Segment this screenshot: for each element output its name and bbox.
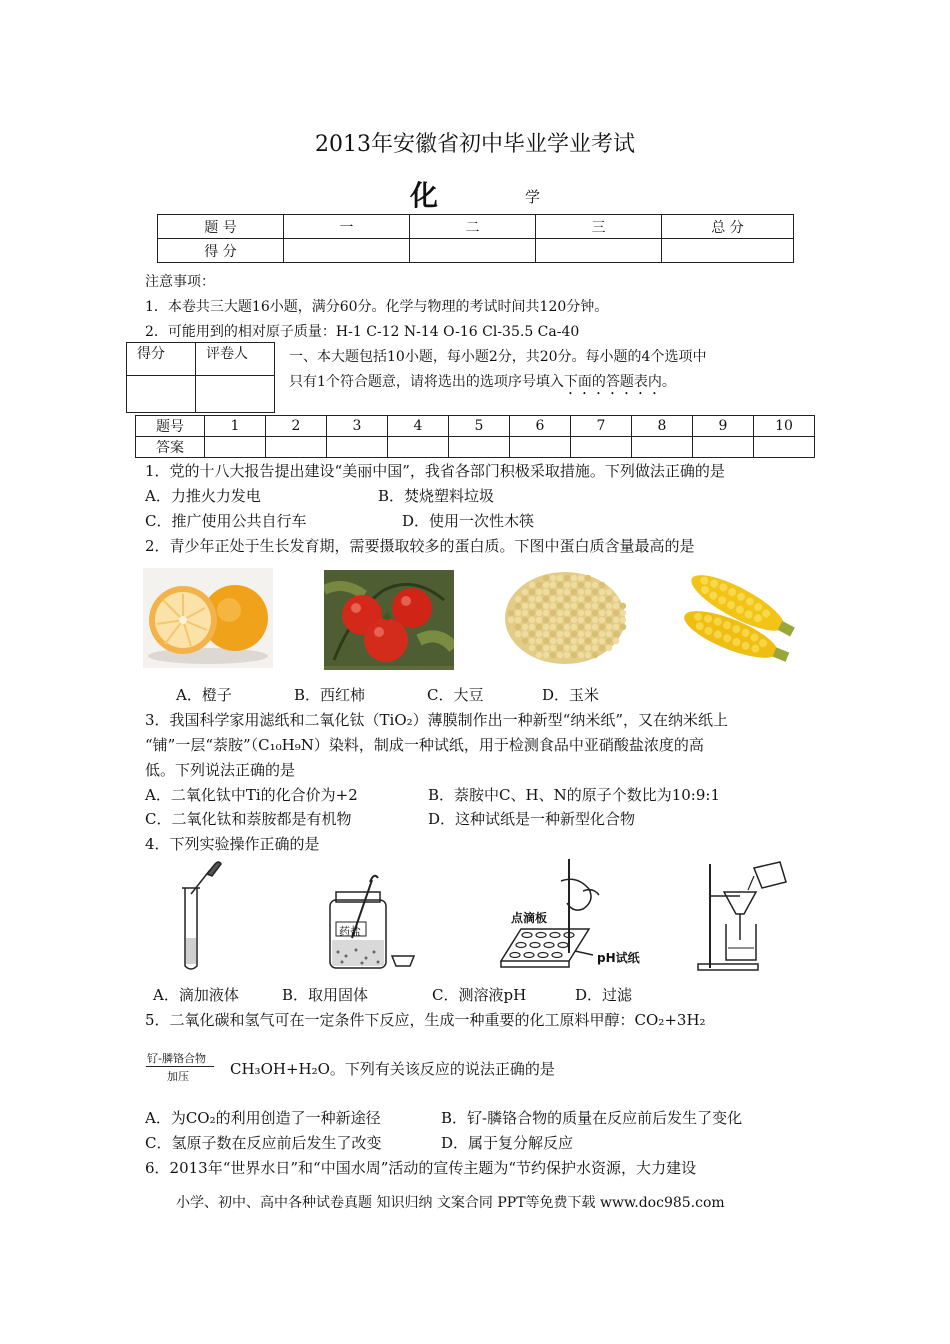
grader-score-label: 得分 (127, 343, 196, 376)
soybean (543, 624, 549, 630)
soybean (585, 582, 591, 588)
soybean (606, 610, 612, 616)
q5-option-d: D．属于复分解反应 (441, 1134, 574, 1152)
soybean (543, 582, 549, 588)
soybean (571, 617, 577, 623)
section1-line1: 一、本大题包括10小题，每小题2分，共20分。每小题的4个选项中 (289, 349, 707, 365)
q5-option-b: B．钌-膦铬合物的质量在反应前后发生了变化 (441, 1109, 743, 1127)
soybean (578, 638, 584, 644)
soybean (564, 589, 570, 595)
soybean (529, 638, 535, 644)
soybean (550, 617, 556, 623)
soybean (613, 638, 619, 644)
soybean (592, 617, 598, 623)
soybean (578, 596, 584, 602)
soybean (536, 631, 542, 637)
soybean (557, 582, 563, 588)
score-row-label: 得 分 (158, 239, 284, 263)
answer-cell[interactable] (632, 437, 693, 458)
soybean (571, 582, 577, 588)
q3-line2: “铺”一层“萘胺”（C₁₀H₉N）染料，制成一种试纸，用于检测食品中亚硝酸盐浓度的高 (145, 736, 704, 754)
soybean (578, 645, 584, 651)
soybean (515, 624, 521, 630)
jar-label: 药盐 (339, 925, 361, 938)
soybean (557, 652, 563, 658)
q2-option-d: D．玉米 (542, 686, 600, 704)
q3-option-a: A．二氧化钛中Ti的化合价为+2 (145, 786, 358, 804)
score-cell[interactable] (662, 239, 794, 263)
soybean (578, 603, 584, 609)
soybean (564, 624, 570, 630)
answer-cell[interactable] (510, 437, 571, 458)
q1-option-d: D．使用一次性木筷 (402, 512, 535, 530)
grader-name-label: 评卷人 (196, 343, 275, 376)
soybean (592, 638, 598, 644)
soybean (571, 645, 577, 651)
soybean (585, 617, 591, 623)
soybean (536, 617, 542, 623)
score-table (157, 214, 794, 263)
soybean (592, 610, 598, 616)
q5-option-c: C．氢原子数在反应前后发生了改变 (145, 1134, 382, 1152)
soybean (529, 645, 535, 651)
soybean (550, 638, 556, 644)
soybean (578, 610, 584, 616)
soybean (606, 631, 612, 637)
answer-number: 6 (510, 416, 571, 437)
soybean (550, 610, 556, 616)
grader-score-cell[interactable] (127, 376, 196, 413)
soybean (543, 589, 549, 595)
soybean (613, 617, 619, 623)
soybean (550, 631, 556, 637)
answer-number: 5 (449, 416, 510, 437)
soybean (557, 645, 563, 651)
plate-label: 点滴板 (511, 911, 548, 925)
soybean (613, 610, 619, 616)
soybean (620, 624, 626, 630)
soybean (606, 589, 612, 595)
soybean (515, 610, 521, 616)
soybean (564, 652, 570, 658)
soybean (564, 617, 570, 623)
soybean (599, 631, 605, 637)
soybean (592, 589, 598, 595)
q5-line2: CH₃OH+H₂O。下列有关该反应的说法正确的是 (230, 1060, 555, 1078)
answer-cell[interactable] (266, 437, 327, 458)
soybean (606, 596, 612, 602)
soybean (592, 624, 598, 630)
soybean (515, 603, 521, 609)
score-cell[interactable] (536, 239, 662, 263)
answer-table (135, 415, 815, 458)
soybean (508, 617, 514, 623)
answer-number: 2 (266, 416, 327, 437)
answer-number: 7 (571, 416, 632, 437)
q2-stem: 2．青少年正处于生长发育期，需要摄取较多的蛋白质。下图中蛋白质含量最高的是 (145, 537, 695, 555)
soybean (550, 575, 556, 581)
q4-option-c: C．测溶液pH (432, 986, 527, 1004)
soybean (557, 617, 563, 623)
soybean (585, 624, 591, 630)
soybean (543, 610, 549, 616)
score-table-header: 总 分 (662, 215, 794, 239)
answer-cell[interactable] (571, 437, 632, 458)
soybean (599, 596, 605, 602)
soybean (529, 603, 535, 609)
soybean (564, 645, 570, 651)
soybean (529, 589, 535, 595)
soybean (571, 596, 577, 602)
q2-option-a: A．橙子 (176, 686, 232, 704)
soybean (543, 638, 549, 644)
answer-table-label: 题号 (136, 416, 205, 437)
answer-number: 10 (754, 416, 815, 437)
soybean (585, 631, 591, 637)
soybean (522, 638, 528, 644)
q4-option-b: B．取用固体 (282, 986, 369, 1004)
notice-item: 2．可能用到的相对原子质量：H-1 C-12 N-14 O-16 Cl-35.5 Ca-40 (145, 324, 580, 340)
page-footer: 小学、初中、高中各种试卷真题 知识归纳 文案合同 PPT等免费下载 www.doc985.com (176, 1195, 725, 1211)
soybean (522, 603, 528, 609)
soybean (578, 617, 584, 623)
soybean (522, 631, 528, 637)
soybean (592, 645, 598, 651)
soybean (564, 638, 570, 644)
soybean (592, 603, 598, 609)
soybean (571, 638, 577, 644)
answer-number: 8 (632, 416, 693, 437)
reaction-condition-top: 钌-膦铬合物 (147, 1052, 206, 1065)
section1-line2-end: 。 (661, 374, 676, 390)
soybean (564, 610, 570, 616)
ph-test-diagram (497, 857, 647, 975)
subject-main: 化 (410, 179, 439, 212)
dropper-diagram (165, 858, 235, 974)
section1-line2 (289, 371, 676, 398)
soybean (543, 596, 549, 602)
soybean (536, 582, 542, 588)
filtration-diagram (694, 856, 794, 974)
soybean (585, 610, 591, 616)
soybean (557, 603, 563, 609)
soybean (571, 624, 577, 630)
q1-stem: 1．党的十八大报告提出建设“美丽中国”，我省各部门积极采取措施。下列做法正确的是 (145, 462, 725, 480)
soybean (585, 652, 591, 658)
soybean (578, 631, 584, 637)
score-table-header: 三 (536, 215, 662, 239)
section1-emphasis: 下面的答题表内 (563, 374, 662, 390)
soybean-image (500, 570, 630, 670)
score-cell[interactable] (284, 239, 410, 263)
soybean (599, 624, 605, 630)
soybean (620, 610, 626, 616)
q5-option-a: A．为CO₂的利用创造了一种新途径 (145, 1109, 381, 1127)
soybean (571, 589, 577, 595)
soybean (543, 652, 549, 658)
soybean (557, 589, 563, 595)
soybean (613, 596, 619, 602)
q4-stem: 4．下列实验操作正确的是 (145, 835, 320, 853)
soybean (508, 610, 514, 616)
soybean (599, 638, 605, 644)
soybean (606, 624, 612, 630)
q2-option-c: C．大豆 (427, 686, 484, 704)
soybean (543, 603, 549, 609)
score-table-header: 一 (284, 215, 410, 239)
soybean (585, 603, 591, 609)
soybean (571, 631, 577, 637)
soybean (550, 589, 556, 595)
soybean (557, 610, 563, 616)
soybean (599, 589, 605, 595)
soybean (543, 575, 549, 581)
soybean (515, 617, 521, 623)
soybean (571, 652, 577, 658)
soybean (557, 575, 563, 581)
soybean (536, 603, 542, 609)
jar-diagram (322, 872, 418, 972)
soybean (620, 617, 626, 623)
soybean (522, 624, 528, 630)
score-table-header: 题 号 (158, 215, 284, 239)
q3-line1: 3．我国科学家用滤纸和二氧化钛（TiO₂）薄膜制作出一种新型“纳米纸”，又在纳米纸上 (145, 711, 728, 729)
soybean (550, 652, 556, 658)
soybean (515, 596, 521, 602)
soybean (606, 638, 612, 644)
soybean (599, 617, 605, 623)
soybean (592, 582, 598, 588)
soybean (522, 617, 528, 623)
soybean (599, 603, 605, 609)
soybean (599, 645, 605, 651)
soybean (557, 638, 563, 644)
soybean (550, 624, 556, 630)
soybean (578, 624, 584, 630)
soybean (585, 596, 591, 602)
soybean (522, 596, 528, 602)
q2-option-b: B．西红柿 (294, 686, 366, 704)
soybean (592, 631, 598, 637)
q4-option-a: A．滴加液体 (153, 986, 239, 1004)
soybean (557, 596, 563, 602)
q4-option-d: D．过滤 (575, 986, 633, 1004)
score-cell[interactable] (410, 239, 536, 263)
soybean (522, 610, 528, 616)
soybean (529, 596, 535, 602)
grader-name-cell[interactable] (196, 376, 275, 413)
orange-image (143, 568, 273, 668)
soybean (620, 603, 626, 609)
soybean (585, 645, 591, 651)
soybean (536, 610, 542, 616)
soybean (564, 596, 570, 602)
corn-image (674, 570, 804, 670)
soybean (592, 652, 598, 658)
score-table-header: 二 (410, 215, 536, 239)
soybean (578, 652, 584, 658)
soybean (606, 617, 612, 623)
reaction-condition-bottom: 加压 (167, 1070, 189, 1083)
soybean (529, 631, 535, 637)
notice-item: 1．本卷共三大题16小题，满分60分。化学与物理的考试时间共120分钟。 (145, 299, 609, 315)
answer-cell[interactable] (327, 437, 388, 458)
soybean (543, 631, 549, 637)
soybean (564, 603, 570, 609)
soybean (578, 575, 584, 581)
soybean (585, 575, 591, 581)
section1-line2-text: 只有1个符合题意，请将选出的选项序号填入 (289, 374, 564, 390)
soybean (599, 582, 605, 588)
soybean (529, 610, 535, 616)
soybean (571, 603, 577, 609)
soybean (564, 582, 570, 588)
soybean (585, 638, 591, 644)
soybean (536, 596, 542, 602)
soybean (585, 589, 591, 595)
answer-cell[interactable] (388, 437, 449, 458)
soybean (543, 645, 549, 651)
soybean (550, 596, 556, 602)
q6-stem: 6．2013年“世界水日”和“中国水周”活动的宣传主题为“节约保护水资源，大力建设 (145, 1159, 697, 1177)
soybean (578, 582, 584, 588)
q1-option-a: A．力推火力发电 (145, 487, 261, 505)
soybean (571, 610, 577, 616)
notice-heading: 注意事项： (145, 274, 215, 290)
answer-number: 3 (327, 416, 388, 437)
tomato-image (324, 570, 454, 670)
soybean (550, 645, 556, 651)
answer-cell[interactable] (449, 437, 510, 458)
answer-cell[interactable] (205, 437, 266, 458)
subject-small: 学 (525, 188, 541, 206)
soybean (606, 645, 612, 651)
soybean (536, 624, 542, 630)
soybean (613, 603, 619, 609)
soybean (536, 652, 542, 658)
soybean (571, 575, 577, 581)
reaction-arrow (146, 1066, 214, 1067)
q1-option-b: B．焚烧塑料垃圾 (378, 487, 495, 505)
answer-number: 4 (388, 416, 449, 437)
soybean (550, 603, 556, 609)
soybean (529, 624, 535, 630)
answer-cell[interactable] (693, 437, 754, 458)
exam-title: 2013年安徽省初中毕业学业考试 (315, 132, 635, 157)
answer-number: 1 (205, 416, 266, 437)
soybean (515, 631, 521, 637)
q1-option-c: C．推广使用公共自行车 (145, 512, 307, 530)
soybean (564, 575, 570, 581)
soybean (557, 624, 563, 630)
soybean (529, 582, 535, 588)
soybean (557, 631, 563, 637)
soybean (543, 617, 549, 623)
grader-box (126, 342, 275, 413)
soybean (613, 624, 619, 630)
answer-cell[interactable] (754, 437, 815, 458)
soybean (529, 617, 535, 623)
soybean (522, 589, 528, 595)
soybean (606, 603, 612, 609)
soybean (536, 589, 542, 595)
soybean (550, 582, 556, 588)
soybean (592, 596, 598, 602)
soybean (536, 645, 542, 651)
soybean (578, 589, 584, 595)
soybean (613, 631, 619, 637)
q5-line1: 5．二氧化碳和氢气可在一定条件下反应，生成一种重要的化工原料甲醇：CO₂+3H₂ (145, 1011, 706, 1029)
q3-option-c: C．二氧化钛和萘胺都是有机物 (145, 810, 352, 828)
answer-table-label: 答案 (136, 437, 205, 458)
soybean (564, 631, 570, 637)
soybean (536, 638, 542, 644)
ph-paper-label: pH试纸 (597, 951, 640, 965)
soybean (599, 610, 605, 616)
q3-option-d: D．这种试纸是一种新型化合物 (428, 810, 636, 828)
answer-number: 9 (693, 416, 754, 437)
q3-line3: 低。下列说法正确的是 (145, 761, 296, 779)
q3-option-b: B．萘胺中C、H、N的原子个数比为10:9:1 (428, 786, 720, 804)
